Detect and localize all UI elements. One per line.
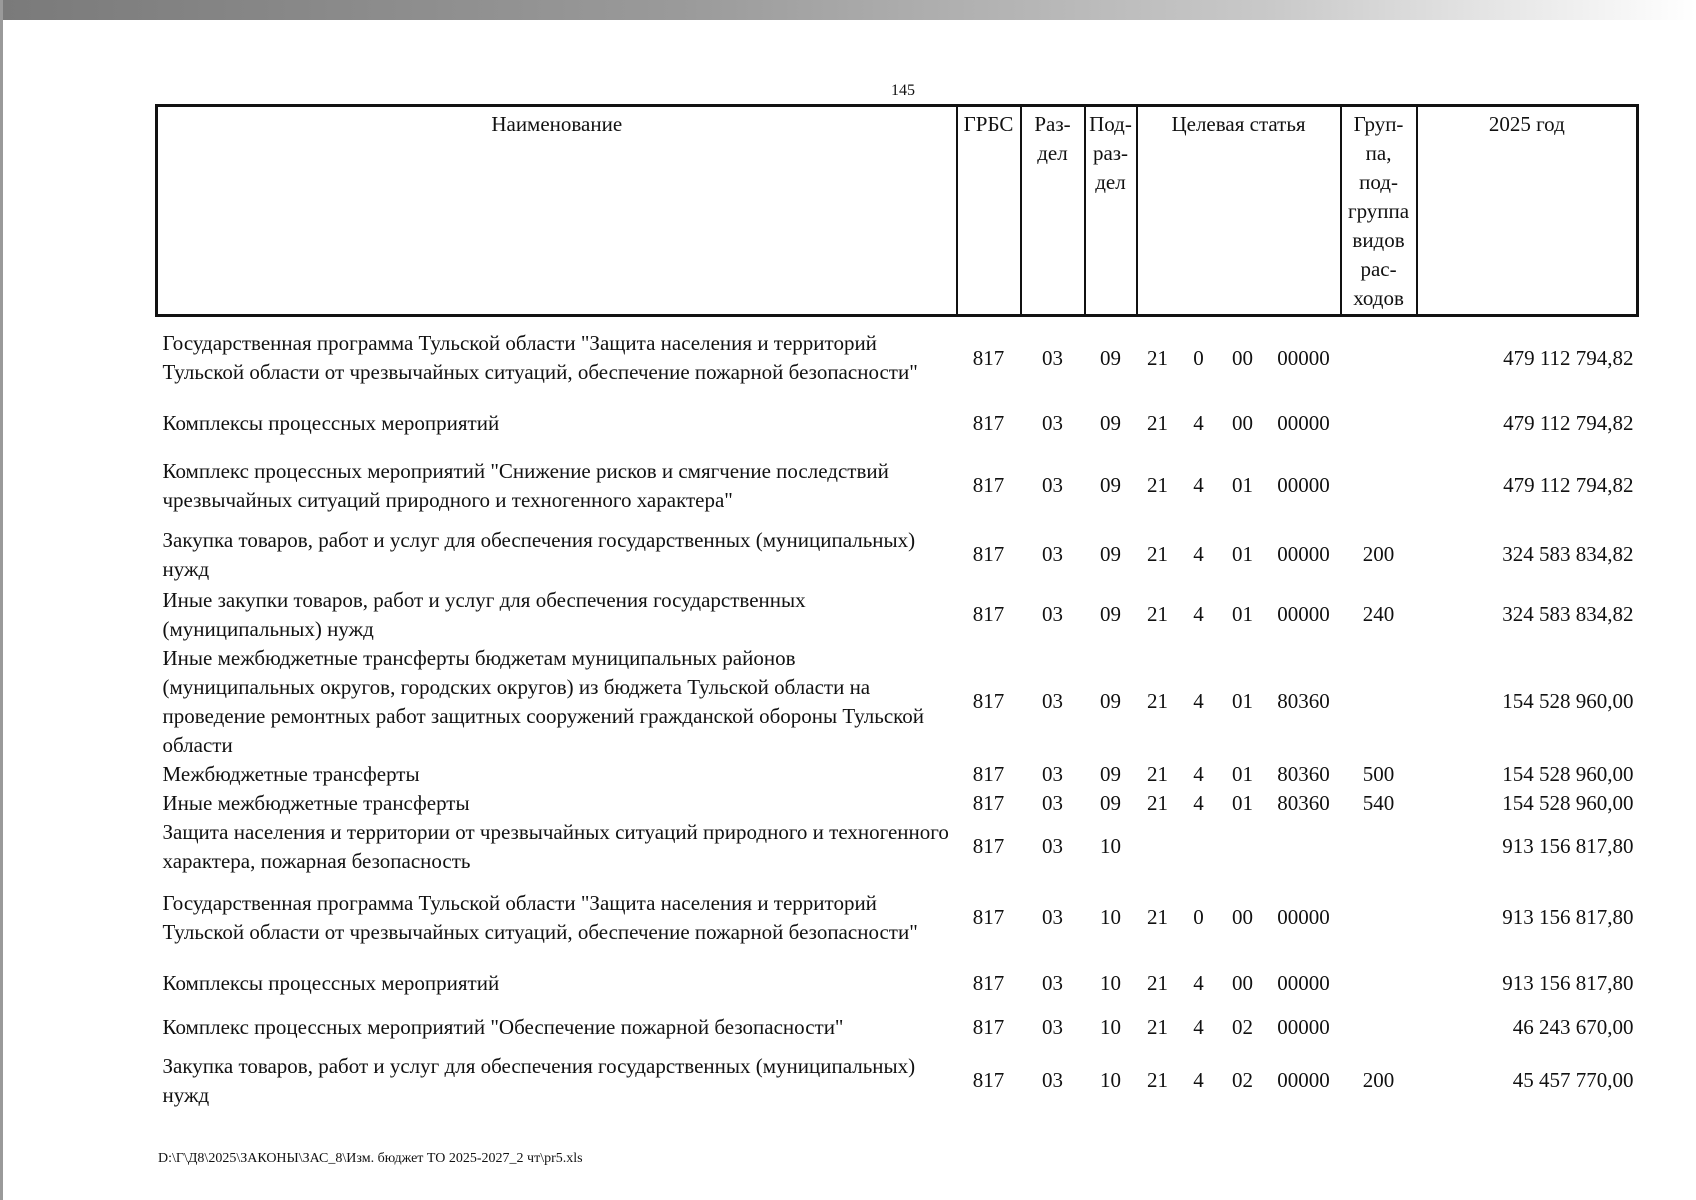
row-name: Иные межбюджетные трансферты bbox=[162, 790, 470, 815]
row-razdel: 03 bbox=[1042, 473, 1063, 497]
row-target-structure: 02 bbox=[1232, 1068, 1253, 1092]
row-razdel: 03 bbox=[1042, 834, 1063, 858]
row-name: Иные межбюджетные трансферты бюджетам муниципальных районов (муниципальных округов, городских округов) из бюджета Тульской области на проведение ремонтных работ защитных сооружений гражданской обороны Тульской области bbox=[162, 645, 925, 757]
row-podrazdel: 10 bbox=[1100, 1015, 1121, 1039]
row-podrazdel: 10 bbox=[1100, 905, 1121, 929]
header-grbs: ГРБС bbox=[957, 106, 1021, 316]
row-grbs: 817 bbox=[972, 905, 1005, 929]
row-amount: 479 112 794,82 bbox=[1503, 473, 1634, 497]
row-grbs: 817 bbox=[972, 1068, 1005, 1092]
header-podrazdel bbox=[1085, 106, 1137, 316]
table-row bbox=[157, 316, 1638, 400]
row-grbs: 817 bbox=[972, 542, 1005, 566]
row-grbs: 817 bbox=[972, 345, 1005, 370]
row-target-direction: 00000 bbox=[1277, 1068, 1330, 1092]
row-target-direction: 00000 bbox=[1277, 345, 1330, 370]
row-target-type: 4 bbox=[1193, 790, 1204, 815]
row-target-direction: 00000 bbox=[1277, 411, 1330, 435]
row-target-structure: 01 bbox=[1232, 761, 1253, 786]
row-amount: 479 112 794,82 bbox=[1503, 411, 1634, 435]
row-razdel: 03 bbox=[1042, 542, 1063, 566]
table-row bbox=[157, 586, 1638, 644]
row-expense-group bbox=[1341, 1008, 1417, 1048]
row-name: Межбюджетные трансферты bbox=[162, 761, 420, 786]
row-target-structure: 00 bbox=[1232, 411, 1253, 435]
row-target-program: 21 bbox=[1147, 761, 1168, 786]
row-expense-group: 500 bbox=[1362, 761, 1395, 786]
row-grbs: 817 bbox=[972, 602, 1005, 626]
table-row bbox=[157, 818, 1638, 876]
row-target-structure bbox=[1219, 818, 1267, 876]
row-name: Комплексы процессных мероприятий bbox=[162, 971, 500, 995]
table-row bbox=[157, 876, 1638, 960]
row-razdel: 03 bbox=[1042, 905, 1063, 929]
row-target-structure: 01 bbox=[1232, 542, 1253, 566]
row-expense-group bbox=[1341, 876, 1417, 960]
row-amount: 324 583 834,82 bbox=[1502, 542, 1634, 566]
row-target-structure: 00 bbox=[1232, 905, 1253, 929]
header-target: Целевая статья bbox=[1137, 106, 1341, 316]
row-target-program: 21 bbox=[1147, 411, 1168, 435]
row-podrazdel: 10 bbox=[1100, 1068, 1121, 1092]
budget-table-container bbox=[155, 104, 1636, 1114]
row-podrazdel: 10 bbox=[1100, 834, 1121, 858]
row-target-direction: 80360 bbox=[1277, 790, 1330, 815]
row-grbs: 817 bbox=[972, 1015, 1005, 1039]
row-target-direction: 00000 bbox=[1277, 473, 1330, 497]
header-group bbox=[1341, 106, 1417, 316]
footer-file-path: D:\Г\Д8\2025\ЗАКОНЫ\ЗАС_8\Изм. бюджет ТО 2025-2027_2 чт\pr5.xls bbox=[158, 1151, 583, 1166]
row-name: Комплекс процессных мероприятий "Обеспечение пожарной безопасности" bbox=[162, 1015, 844, 1039]
row-podrazdel: 09 bbox=[1100, 790, 1121, 815]
row-target-type: 4 bbox=[1193, 1068, 1204, 1092]
row-expense-group bbox=[1341, 818, 1417, 876]
row-target-program: 21 bbox=[1147, 345, 1168, 370]
header-razdel-text: Раз- дел bbox=[1034, 112, 1071, 165]
row-name: Защита населения и территории от чрезвычайных ситуаций природного и техногенного характера, пожарная безопасность bbox=[162, 819, 949, 873]
row-target-structure: 01 bbox=[1232, 473, 1253, 497]
row-target-type bbox=[1179, 818, 1219, 876]
table-row bbox=[157, 524, 1638, 586]
table-row bbox=[157, 960, 1638, 1008]
row-amount: 154 528 960,00 bbox=[1502, 761, 1634, 786]
row-razdel: 03 bbox=[1042, 761, 1063, 786]
row-grbs: 817 bbox=[972, 790, 1005, 815]
row-name: Государственная программа Тульской области "Защита населения и территорий Тульской области от чрезвычайных ситуаций, обеспечение пожарной безопасности" bbox=[162, 331, 918, 385]
row-razdel: 03 bbox=[1042, 1068, 1063, 1092]
row-amount: 479 112 794,82 bbox=[1503, 345, 1634, 370]
row-podrazdel: 09 bbox=[1100, 761, 1121, 786]
row-target-direction: 00000 bbox=[1277, 542, 1330, 566]
row-razdel: 03 bbox=[1042, 971, 1063, 995]
row-target-program: 21 bbox=[1147, 542, 1168, 566]
row-razdel: 03 bbox=[1042, 790, 1063, 815]
row-expense-group bbox=[1341, 448, 1417, 524]
row-name: Иные закупки товаров, работ и услуг для обеспечения государственных (муниципальных) нужд bbox=[162, 587, 806, 641]
header-razdel bbox=[1021, 106, 1085, 316]
row-target-type: 0 bbox=[1193, 345, 1204, 370]
header-podrazdel-text: Под- раз- дел bbox=[1089, 112, 1132, 194]
table-row bbox=[157, 760, 1638, 789]
header-year: 2025 год bbox=[1417, 106, 1638, 316]
table-body bbox=[157, 316, 1638, 1114]
row-target-structure: 02 bbox=[1232, 1015, 1253, 1039]
page-number: 145 bbox=[891, 82, 915, 99]
row-name: Закупка товаров, работ и услуг для обеспечения государственных (муниципальных) нужд bbox=[162, 1053, 916, 1107]
row-target-structure: 01 bbox=[1232, 602, 1253, 626]
row-podrazdel: 10 bbox=[1100, 971, 1121, 995]
row-amount: 154 528 960,00 bbox=[1502, 790, 1634, 815]
row-target-direction bbox=[1267, 818, 1341, 876]
row-target-type: 0 bbox=[1193, 905, 1204, 929]
row-target-direction: 00000 bbox=[1277, 1015, 1330, 1039]
row-target-program: 21 bbox=[1147, 1068, 1168, 1092]
table-row bbox=[157, 1008, 1638, 1048]
row-podrazdel: 09 bbox=[1100, 411, 1121, 435]
table-row bbox=[157, 644, 1638, 760]
row-target-direction: 80360 bbox=[1277, 761, 1330, 786]
row-target-program: 21 bbox=[1147, 790, 1168, 815]
row-podrazdel: 09 bbox=[1100, 542, 1121, 566]
row-amount: 324 583 834,82 bbox=[1502, 602, 1634, 626]
row-target-type: 4 bbox=[1193, 1015, 1204, 1039]
row-grbs: 817 bbox=[972, 689, 1005, 713]
row-target-type: 4 bbox=[1193, 473, 1204, 497]
row-target-program: 21 bbox=[1147, 971, 1168, 995]
header-name: Наименование bbox=[157, 106, 957, 316]
row-expense-group: 240 bbox=[1362, 602, 1395, 626]
scan-edge-left bbox=[0, 0, 3, 1200]
row-expense-group: 540 bbox=[1362, 790, 1395, 815]
row-target-type: 4 bbox=[1193, 971, 1204, 995]
row-target-type: 4 bbox=[1193, 542, 1204, 566]
row-amount: 913 156 817,80 bbox=[1502, 834, 1634, 858]
row-target-program: 21 bbox=[1147, 1015, 1168, 1039]
row-razdel: 03 bbox=[1042, 689, 1063, 713]
table-header bbox=[157, 106, 1638, 316]
row-target-program: 21 bbox=[1147, 473, 1168, 497]
row-target-type: 4 bbox=[1193, 411, 1204, 435]
row-target-direction: 00000 bbox=[1277, 971, 1330, 995]
row-amount: 913 156 817,80 bbox=[1502, 905, 1634, 929]
row-grbs: 817 bbox=[972, 473, 1005, 497]
row-target-direction: 00000 bbox=[1277, 602, 1330, 626]
table-row bbox=[157, 1048, 1638, 1114]
row-target-structure: 00 bbox=[1232, 345, 1253, 370]
row-target-type: 4 bbox=[1193, 761, 1204, 786]
row-name: Государственная программа Тульской области "Защита населения и территорий Тульской области от чрезвычайных ситуаций, обеспечение пожарной безопасности" bbox=[162, 890, 918, 944]
row-name: Закупка товаров, работ и услуг для обеспечения государственных (муниципальных) нужд bbox=[162, 527, 916, 581]
row-razdel: 03 bbox=[1042, 411, 1063, 435]
row-podrazdel: 09 bbox=[1100, 345, 1121, 370]
table-row bbox=[157, 400, 1638, 448]
row-podrazdel: 09 bbox=[1100, 473, 1121, 497]
row-expense-group: 200 bbox=[1362, 1068, 1395, 1092]
row-expense-group bbox=[1341, 644, 1417, 760]
row-name: Комплексы процессных мероприятий bbox=[162, 411, 500, 435]
table-row bbox=[157, 448, 1638, 524]
row-podrazdel: 09 bbox=[1100, 689, 1121, 713]
row-target-type: 4 bbox=[1193, 602, 1204, 626]
row-grbs: 817 bbox=[972, 761, 1005, 786]
row-target-type: 4 bbox=[1193, 689, 1204, 713]
header-group-text: Груп- па, под- группа видов рас- ходов bbox=[1347, 112, 1410, 310]
row-target-program: 21 bbox=[1147, 689, 1168, 713]
row-razdel: 03 bbox=[1042, 345, 1063, 370]
row-target-direction: 80360 bbox=[1277, 689, 1330, 713]
row-target-program: 21 bbox=[1147, 905, 1168, 929]
row-target-program bbox=[1137, 818, 1179, 876]
row-grbs: 817 bbox=[972, 971, 1005, 995]
row-amount: 46 243 670,00 bbox=[1512, 1015, 1634, 1039]
row-grbs: 817 bbox=[972, 834, 1005, 858]
row-amount: 154 528 960,00 bbox=[1502, 689, 1634, 713]
row-target-structure: 01 bbox=[1232, 689, 1253, 713]
table-row bbox=[157, 789, 1638, 818]
row-target-structure: 01 bbox=[1232, 790, 1253, 815]
row-expense-group bbox=[1341, 316, 1417, 400]
row-target-direction: 00000 bbox=[1277, 905, 1330, 929]
row-expense-group bbox=[1341, 960, 1417, 1008]
row-expense-group bbox=[1341, 400, 1417, 448]
row-target-program: 21 bbox=[1147, 602, 1168, 626]
scan-edge-top bbox=[0, 0, 1696, 20]
row-razdel: 03 bbox=[1042, 1015, 1063, 1039]
row-podrazdel: 09 bbox=[1100, 602, 1121, 626]
row-grbs: 817 bbox=[972, 411, 1005, 435]
row-name: Комплекс процессных мероприятий "Снижение рисков и смягчение последствий чрезвычайных ситуаций природного и техногенного характера" bbox=[162, 458, 889, 512]
row-amount: 913 156 817,80 bbox=[1502, 971, 1634, 995]
row-razdel: 03 bbox=[1042, 602, 1063, 626]
row-target-structure: 00 bbox=[1232, 971, 1253, 995]
row-expense-group: 200 bbox=[1362, 542, 1395, 566]
row-amount: 45 457 770,00 bbox=[1512, 1068, 1634, 1092]
budget-table bbox=[155, 104, 1639, 1114]
